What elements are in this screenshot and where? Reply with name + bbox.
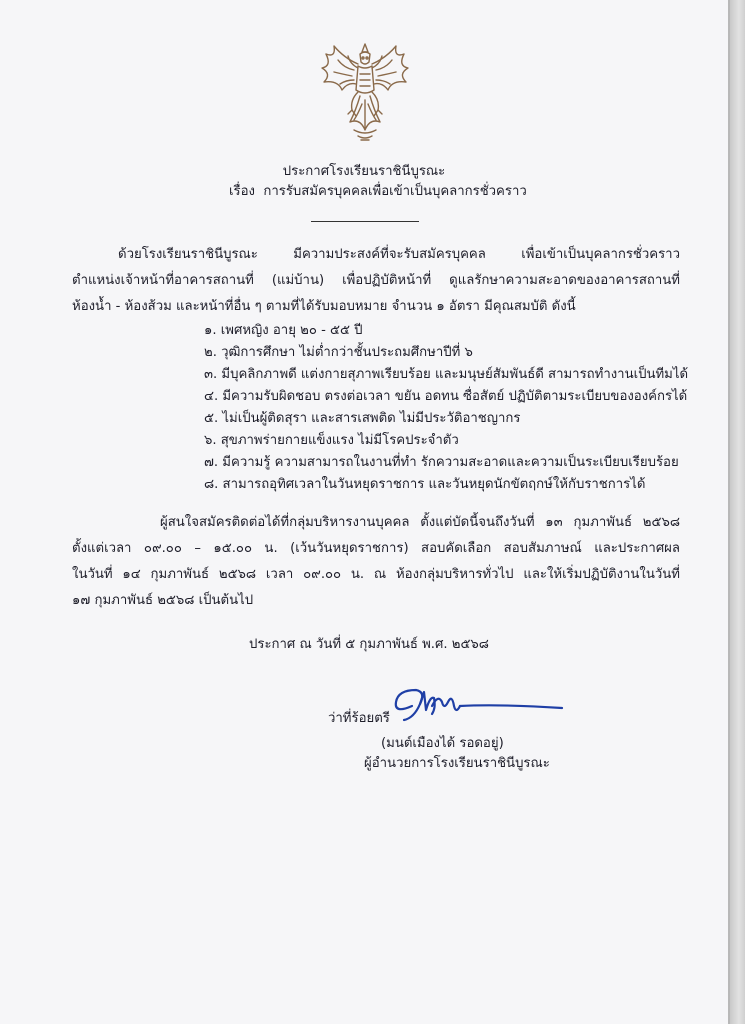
qualification-item: ๔. มีความรับผิดชอบ ตรงต่อเวลา ขยัน อดทน ซื่อสัตย์ ปฏิบัติตามระเบียบขององค์กรได้ — [204, 389, 688, 404]
scanner-edge — [730, 0, 745, 1024]
application-paragraph — [72, 510, 680, 614]
qualification-item: ๖. สุขภาพร่ายกายแข็งแรง ไม่มีโรคประจำตัว — [204, 433, 459, 448]
subject-label: เรื่อง — [229, 184, 255, 199]
application-line-1: ผู้สนใจสมัครติดต่อได้ที่กลุ่มบริหารงานบุคคล ตั้งแต่บัดนี้จนถึงวันที่ ๑๓ กุมภาพันธ์ ๒๕๖๘ — [160, 515, 680, 530]
announcement-title: ประกาศโรงเรียนราชินีบูรณะ — [282, 164, 446, 179]
qualification-item: ๓. มีบุคลิกภาพดี แต่งกายสุภาพเรียบร้อย และมนุษย์สัมพันธ์ดี สามารถทำงานเป็นทีมได้ — [204, 367, 689, 382]
application-line-3: ในวันที่ ๑๔ กุมภาพันธ์ ๒๕๖๘ เวลา ๐๙.๐๐ น. ณ ห้องกลุ่มบริหารทั่วไป และให้เริ่มปฏิบัติงานในวันที่ — [72, 567, 680, 582]
application-line-2: ตั้งแต่เวลา ๐๙.๐๐ – ๑๕.๐๐ น. (เว้นวันหยุดราชการ) สอบคัดเลือก สอบสัมภาษณ์ และประกาศผล — [72, 541, 680, 556]
signature-icon — [390, 684, 565, 726]
application-line-4: ๑๗ กุมภาพันธ์ ๒๕๖๘ เป็นต้นไป — [72, 593, 254, 608]
qualification-item: ๕. ไม่เป็นผู้ติดสุรา และสารเสพติด ไม่มีประวัติอาชญากร — [204, 411, 521, 426]
garuda-emblem-icon — [314, 40, 416, 148]
subject-line — [229, 183, 527, 201]
qualification-item: ๗. มีความรู้ ความสามารถในงานที่ทำ รักความสะอาดและความเป็นระเบียบเรียบร้อย — [204, 455, 679, 470]
signer-position: ผู้อำนวยการโรงเรียนราชินีบูรณะ — [364, 756, 550, 771]
intro-line-1: ด้วยโรงเรียนราชินีบูรณะ มีความประสงค์ที่จะรับสมัครบุคคล เพื่อเข้าเป็นบุคลากรชั่วคราว — [118, 247, 680, 262]
subject-text: การรับสมัครบุคคลเพื่อเข้าเป็นบุคลากรชั่วคราว — [263, 184, 527, 199]
intro-line-2: ตำแหน่งเจ้าหน้าที่อาคารสถานที่ (แม่บ้าน) เพื่อปฏิบัติหน้าที่ ดูแลรักษาความสะอาดของอาคารสถานที่ — [72, 273, 680, 288]
signer-rank: ว่าที่ร้อยตรี — [328, 711, 390, 726]
signer-name: (มนต์เมืองได้ รอดอยู่) — [381, 736, 504, 751]
qualification-item: ๑. เพศหญิง อายุ ๒๐ - ๕๕ ปี — [204, 323, 363, 338]
title-divider — [311, 221, 419, 222]
qualification-item: ๒. วุฒิการศึกษา ไม่ต่ำกว่าชั้นประถมศึกษาปีที่ ๖ — [204, 345, 473, 360]
announcement-date: ประกาศ ณ วันที่ ๕ กุมภาพันธ์ พ.ศ. ๒๕๖๘ — [249, 637, 489, 652]
intro-line-3: ห้องน้ำ - ห้องส้วม และหน้าที่อื่น ๆ ตามที่ได้รับมอบหมาย จำนวน ๑ อัตรา มีคุณสมบัติ ดังนี้ — [72, 299, 576, 314]
qualification-item: ๘. สามารถอุทิศเวลาในวันหยุดราชการ และวันหยุดนักขัตฤกษ์ให้กับราชการได้ — [204, 477, 646, 492]
intro-paragraph — [72, 242, 680, 320]
